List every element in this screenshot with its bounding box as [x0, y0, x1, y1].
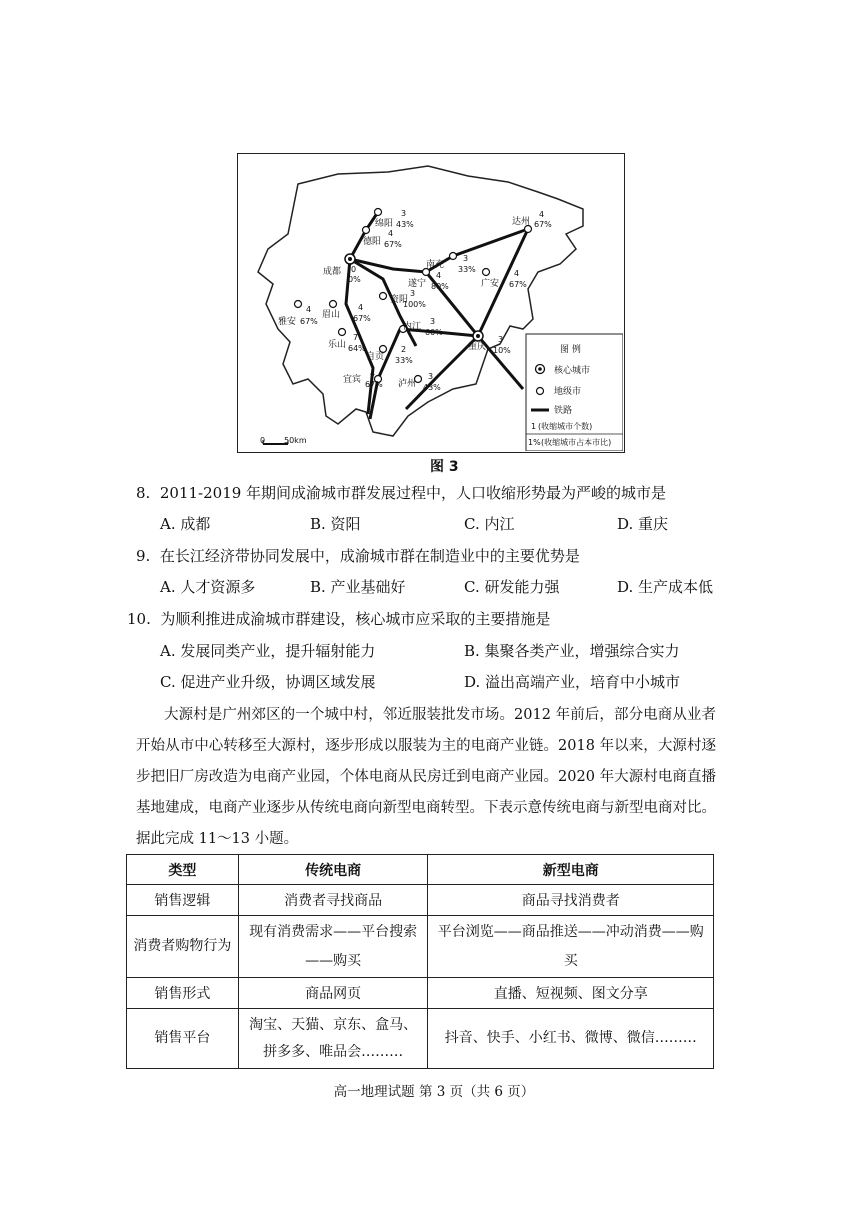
table-cell: 商品网页 — [238, 978, 428, 1009]
legend-title: 图 例 — [560, 345, 581, 355]
table-cell: 消费者寻找商品 — [238, 885, 428, 916]
city-label: 成都 — [323, 267, 342, 277]
table-cell: 消费者购物行为 — [127, 916, 239, 978]
q8-option-a[interactable]: A. 成都 — [160, 515, 211, 533]
city-pct: 80% — [431, 282, 449, 291]
table-header: 传统电商 — [238, 855, 428, 885]
question-text: 在长江经济带协同发展中，成渝城市群在制造业中的主要优势是 — [159, 547, 580, 565]
table-cell: 抖音、快手、小红书、微博、微信……… — [428, 1009, 714, 1069]
city-pct: 33% — [395, 356, 413, 365]
city-pct: 100% — [403, 300, 426, 309]
city-label: 重庆 — [468, 342, 487, 352]
city-label: 眉山 — [322, 310, 341, 320]
city-label: 遂宁 — [408, 279, 427, 289]
table-row — [127, 978, 714, 1009]
table-header: 新型电商 — [428, 855, 714, 885]
scale-label: 50km — [284, 436, 307, 445]
city-count: 2 — [401, 345, 407, 354]
scale-bar — [260, 436, 307, 445]
question-text: 为顺利推进成渝城市群建设，核心城市应采取的主要措施是 — [160, 610, 551, 628]
city-label: 宜宾 — [343, 375, 362, 385]
city-pct: 67% — [353, 314, 371, 323]
city-pct: 67% — [300, 317, 318, 326]
city-count: 3 — [463, 254, 469, 263]
page-footer: 高一地理试题 第 3 页（共 6 页） — [333, 1084, 535, 1100]
question-text: 2011-2019 年期间成渝城市群发展过程中，人口收缩形势最为严峻的城市是 — [159, 484, 667, 502]
question-number: 9. — [136, 547, 151, 565]
table-cell: 现有消费需求——平台搜索——购买 — [238, 916, 428, 978]
q8-option-c[interactable]: C. 内江 — [464, 515, 515, 533]
q9-option-d[interactable]: D. 生产成本低 — [617, 578, 714, 596]
city-pct: 67% — [365, 380, 383, 389]
q9-option-b[interactable]: B. 产业基础好 — [310, 578, 406, 596]
legend-count-num: 1 — [531, 422, 537, 431]
question-8 — [136, 482, 666, 503]
q8-option-b[interactable]: B. 资阳 — [310, 515, 361, 533]
city-label: 内江 — [403, 322, 422, 332]
q10-option-c[interactable]: C. 促进产业升级，协调区域发展 — [160, 673, 376, 691]
city-count: 4 — [514, 269, 520, 278]
city-count: 3 — [401, 209, 407, 218]
reading-passage: 大源村是广州郊区的一个城中村，邻近服装批发市场。2012 年前后，部分电商从业者开始从市中心转移至大源村，逐步形成以服装为主的电商产业链。2018 年以来，大源村逐步把旧厂房改造为电商产业园，个体电商从民房迁到电商产业园。2020 年大源村电商直播基地建成，电商产业逐步从传统电商向新型电商转型。下表示意传统电商与新型电商对比。据此完成 11～13 小题。 — [136, 707, 716, 847]
q8-option-d[interactable]: D. 重庆 — [617, 515, 669, 533]
city-count: 0 — [351, 265, 357, 274]
table-cell: 淘宝、天猫、京东、盒马、拼多多、唯品会……… — [238, 1009, 428, 1069]
city-label: 广安 — [481, 279, 500, 289]
q10-option-d[interactable]: D. 溢出高端产业，培育中小城市 — [464, 673, 681, 691]
chengyu-map — [238, 154, 623, 451]
legend-pct-num: 1% — [528, 438, 541, 447]
city-label: 德阳 — [363, 237, 382, 247]
q10-option-b[interactable]: B. 集聚各类产业，增强综合实力 — [464, 642, 680, 660]
q9-option-c[interactable]: C. 研发能力强 — [464, 578, 560, 596]
city-count: 7 — [353, 333, 359, 342]
city-pct: 64% — [348, 344, 366, 353]
city-pct: 60% — [425, 328, 443, 337]
table-header: 类型 — [127, 855, 239, 885]
city-pct: 43% — [396, 220, 414, 229]
city-label: 乐山 — [328, 340, 347, 350]
table-row — [127, 916, 714, 978]
question-number: 10. — [127, 610, 151, 628]
map-legend — [526, 334, 623, 451]
table-row — [127, 885, 714, 916]
city-count: 4 — [388, 229, 394, 238]
city-pct: 67% — [509, 280, 527, 289]
city-count: 3 — [498, 335, 504, 344]
city-pct: 0% — [348, 275, 361, 284]
map-figure — [237, 153, 625, 453]
table-row — [127, 1009, 714, 1069]
table-cell: 销售形式 — [127, 978, 239, 1009]
city-label: 南充 — [426, 260, 445, 270]
table-cell: 平台浏览——商品推送——冲动消费——购买 — [428, 916, 714, 978]
table-cell: 商品寻找消费者 — [428, 885, 714, 916]
legend-count: (收缩城市个数) — [538, 422, 593, 431]
table-header-row — [127, 855, 714, 885]
city-count: 4 — [436, 271, 442, 280]
city-count: 4 — [306, 305, 312, 314]
comparison-table — [126, 854, 714, 1069]
city-pct: 67% — [534, 220, 552, 229]
legend-core-city: 核心城市 — [554, 366, 591, 376]
city-count: 3 — [428, 372, 434, 381]
city-pct: 10% — [493, 346, 511, 355]
city-label: 资阳 — [390, 295, 409, 305]
city-count: 4 — [358, 303, 364, 312]
question-10 — [127, 608, 550, 629]
city-label: 达州 — [512, 217, 531, 227]
question-number: 8. — [136, 484, 151, 502]
city-count: 4 — [370, 369, 376, 378]
table-cell: 销售逻辑 — [127, 885, 239, 916]
city-count: 3 — [410, 289, 416, 298]
scale-zero: 0 — [260, 436, 266, 445]
q9-option-a[interactable]: A. 人才资源多 — [160, 578, 256, 596]
question-9 — [136, 545, 580, 566]
legend-prefecture-city: 地级市 — [554, 387, 582, 397]
city-count: 4 — [539, 210, 545, 219]
q10-option-a[interactable]: A. 发展同类产业，提升辐射能力 — [160, 642, 376, 660]
city-label: 绵阳 — [375, 219, 394, 229]
city-pct: 67% — [384, 240, 402, 249]
city-label: 自贡 — [366, 352, 385, 362]
city-label: 雅安 — [278, 317, 297, 327]
city-pct: 33% — [458, 265, 476, 274]
city-count: 3 — [430, 317, 436, 326]
legend-railway: 铁路 — [554, 406, 573, 416]
city-label: 泸州 — [398, 379, 417, 389]
figure-caption: 图 3 — [430, 459, 459, 475]
table-cell: 直播、短视频、图文分享 — [428, 978, 714, 1009]
city-pct: 43% — [423, 383, 441, 392]
legend-pct: (收缩城市占本市比) — [541, 438, 612, 447]
table-cell: 销售平台 — [127, 1009, 239, 1069]
